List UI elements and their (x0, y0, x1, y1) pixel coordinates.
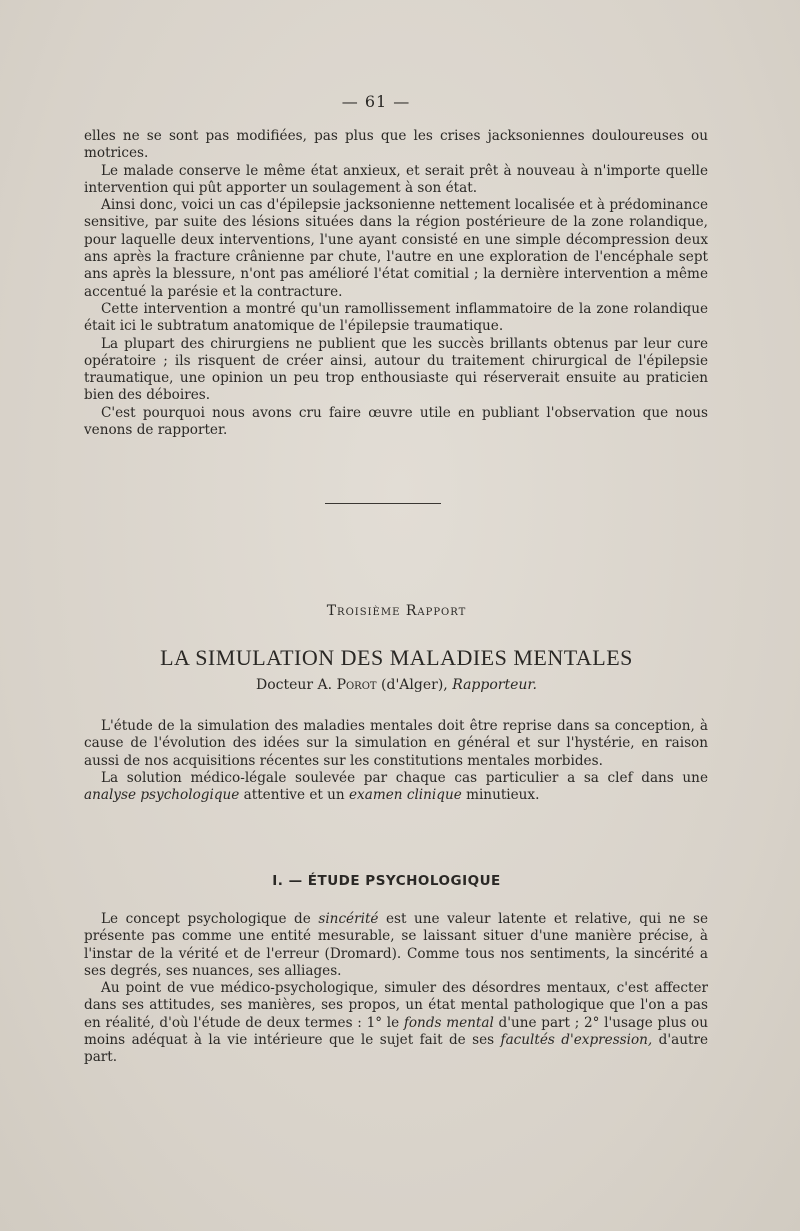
report-label: Troisième Rapport (326, 603, 467, 619)
emphasis: analyse psychologique (84, 787, 240, 804)
paragraph: elles ne se sont pas modifiées, pas plus que les crises jacksoniennes douloureuses ou motrices. (84, 128, 708, 162)
emphasis: examen clinique (349, 787, 462, 804)
emphasis: fonds mental (403, 1014, 494, 1031)
paragraph: La plupart des chirurgiens ne publient que les succès brillants obtenus par leur cure opératoire ; ils risquent de créer ainsi, autour du traitement chirurgical de l'épilepsie traumatique, une opinion un peu trop enthousiaste qui réserverait ensuite au praticien bien des déboires. (84, 335, 708, 404)
text-run: Au point de vue médico-psychologique, simuler des désordres mentaux, c'est affecter dans ses attitudes, ses manières, ses propos, un état mental pathologique que l'on a pas en réalité, d'où l'étude de deux termes : 1° le (84, 980, 708, 1031)
paragraph: C'est pourquoi nous avons cru faire œuvre utile en publiant l'observation que nous venons de rapporter. (84, 404, 708, 439)
intro-text-block (84, 718, 708, 804)
report-title: LA SIMULATION DES MALADIES MENTALES (160, 645, 633, 670)
text-run: minutieux. (461, 787, 540, 804)
text-run: Le concept psychologique de (101, 911, 319, 927)
text-run: attentive et un (239, 787, 349, 804)
paragraph: Cette intervention a montré qu'un ramollissement inflammatoire de la zone rolandique était ici le subtratum anatomique de l'épilepsie traumatique. (84, 300, 708, 335)
section-divider (325, 503, 441, 504)
author-affiliation: (d'Alger), (376, 677, 453, 693)
paragraph (84, 980, 708, 1066)
paragraph (84, 770, 708, 805)
paragraph: Le malade conserve le même état anxieux, et serait prêt à nouveau à n'importe quelle intervention qui pût apporter un soulagement à son état. (84, 162, 708, 196)
section-heading: I. — ÉTUDE PSYCHOLOGIQUE (272, 873, 501, 889)
author-role: Rapporteur. (452, 677, 537, 693)
text-run: d'autre part. (84, 1032, 708, 1066)
top-text-block (84, 128, 708, 439)
text-run: La solution médico-légale soulevée par chaque cas particulier a sa clef dans une (101, 769, 708, 786)
text-run: d'une part ; 2° l'usage plus ou moins adéquat à la vie intérieure que le sujet fait de ses (84, 1014, 708, 1049)
paragraph: L'étude de la simulation des maladies mentales doit être reprise dans sa conception, à cause de l'évolution des idées sur la simulation en général et sur l'hystérie, en raison aussi de nos acquisitions récentes sur les constitutions mentales morbides. (84, 718, 708, 769)
author-name: Porot (336, 677, 377, 693)
paragraph (84, 911, 708, 980)
author-prefix: Docteur A. (255, 677, 337, 693)
emphasis: sincérité (318, 911, 379, 927)
page-number: — 61 — (341, 92, 411, 111)
study-text-block (84, 911, 708, 1067)
text-run: est une valeur latente et relative, qui ne se présente pas comme une entité mesurable, se laissant situer d'une manière précise, à l'instar de la vérité et de l'erreur (Dromard). Comme tous nos sentiments, la sincérité a ses degrés, ses nuances, ses alliages. (84, 911, 708, 979)
paragraph: Ainsi donc, voici un cas d'épilepsie jacksonienne nettement localisée et à prédominance sensitive, par suite des lésions situées dans la région postérieure de la zone rolandique, pour laquelle deux interventions, l'une ayant consisté en une simple décompression deux ans après la fracture crânienne par chute, l'autre en une exploration de l'encéphale sept ans après la blessure, n'ont pas amélioré l'état comitial ; la dernière intervention a même accentué la parésie et la contracture. (84, 197, 708, 300)
author-line (0, 677, 793, 693)
emphasis: facultés d'expression, (500, 1032, 653, 1049)
